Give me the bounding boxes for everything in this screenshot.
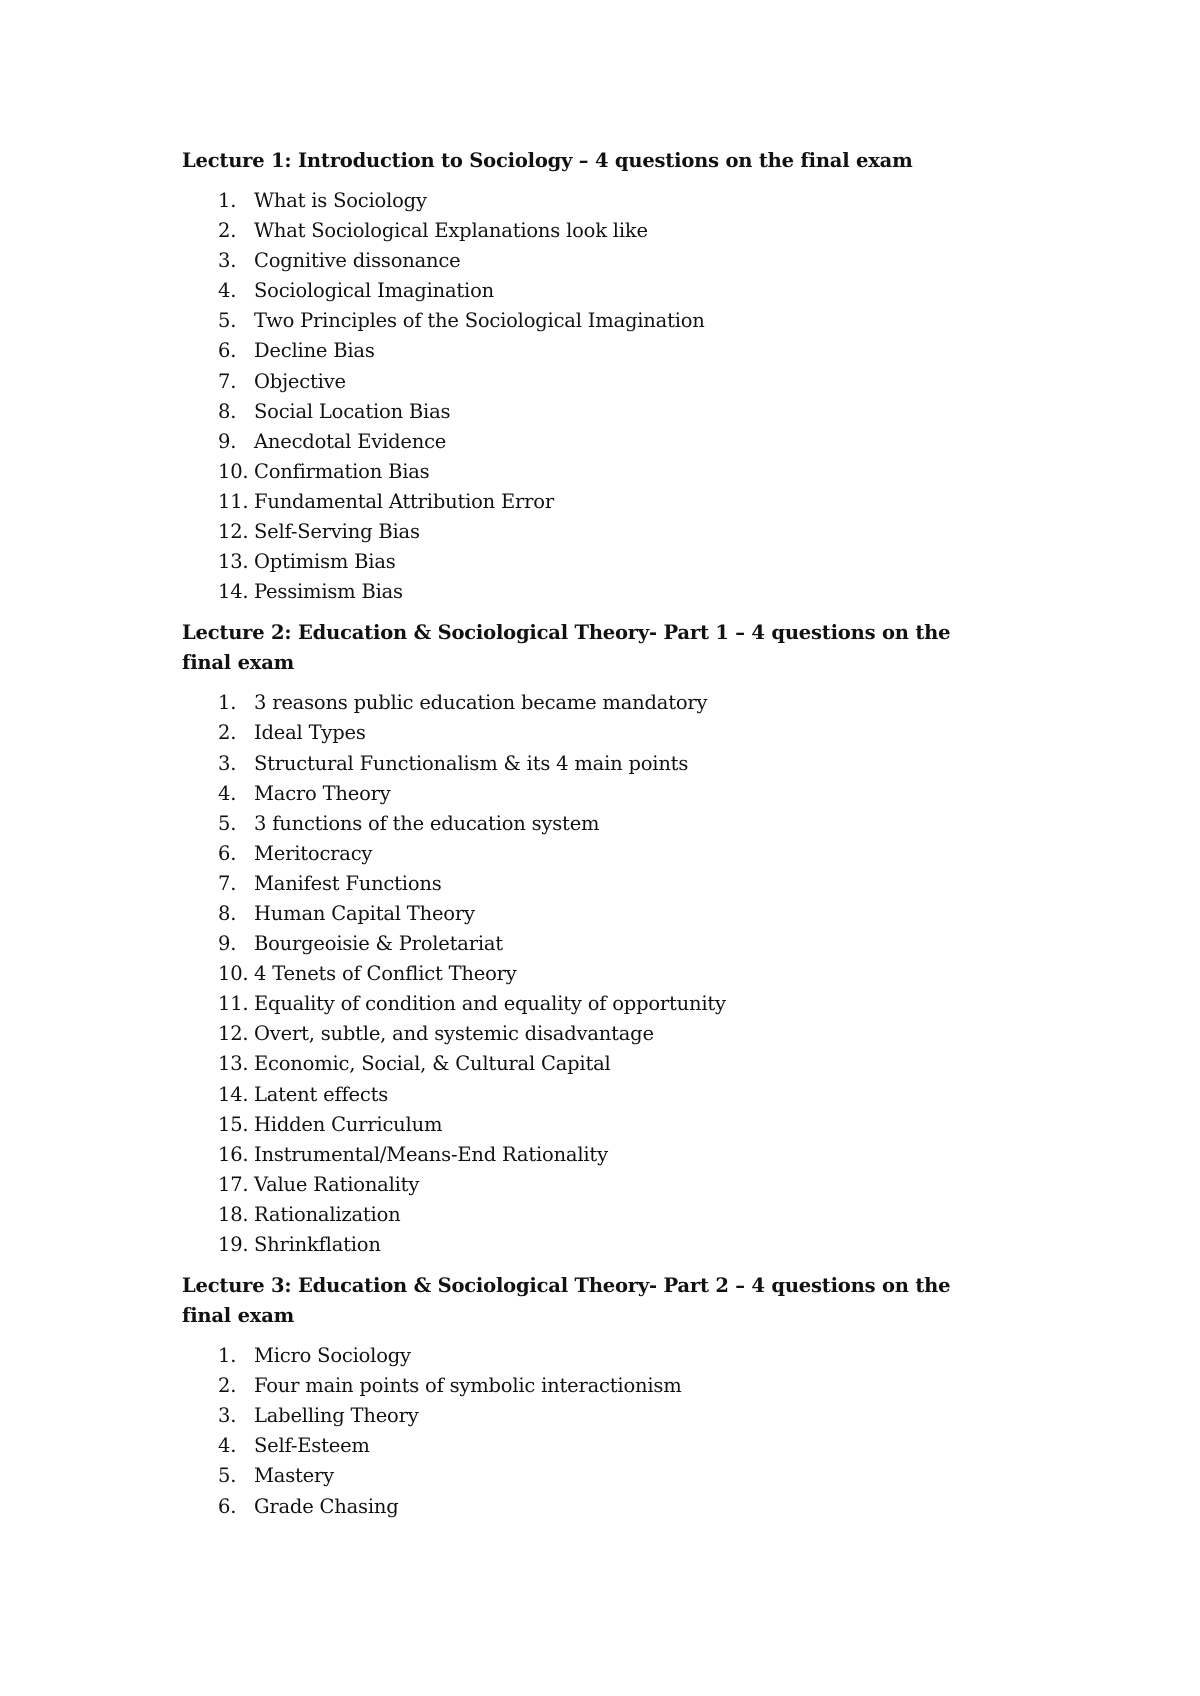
list-item <box>182 779 1002 809</box>
list-item <box>182 306 1002 336</box>
list-item-text: Rationalization <box>254 1202 401 1226</box>
list-item-text: What is Sociology <box>254 189 427 212</box>
list-item <box>182 1492 1002 1522</box>
list-item-text: Bourgeoisie & Proletariat <box>254 932 503 956</box>
list-item <box>182 367 1002 397</box>
list-item <box>182 427 1002 457</box>
section-heading: Lecture 2: Education & Sociological Theory- Part 1 – 4 questions on the final exam <box>182 621 951 675</box>
list-item-text: Sociological Imagination <box>254 279 494 303</box>
list-item-number: 12. <box>218 1022 249 1046</box>
list-item <box>182 929 1002 959</box>
list-item-number: 13. <box>218 1052 249 1076</box>
list-item-text: 3 functions of the education system <box>254 811 600 835</box>
list-item <box>182 216 1002 246</box>
topic-list <box>182 1341 1002 1522</box>
list-item-number: 8. <box>218 399 237 423</box>
list-item-text: 4 Tenets of Conflict Theory <box>254 962 517 986</box>
list-item-number: 12. <box>218 520 249 544</box>
list-item-number: 5. <box>218 1464 237 1488</box>
list-item-text: Overt, subtle, and systemic disadvantage <box>254 1022 654 1046</box>
list-item-number: 8. <box>218 901 237 925</box>
list-item-text: Instrumental/Means-End Rationality <box>254 1142 608 1166</box>
list-item-text: 3 reasons public education became mandatory <box>254 691 708 715</box>
list-item-number: 14. <box>218 1082 249 1106</box>
list-item-number: 17. <box>218 1172 249 1196</box>
list-item <box>182 1371 1002 1401</box>
list-item-number: 11. <box>218 992 249 1016</box>
list-item-number: 4. <box>218 781 237 805</box>
list-item-number: 14. <box>218 580 249 604</box>
list-item <box>182 899 1002 929</box>
list-item <box>182 1110 1002 1140</box>
list-item-number: 2. <box>218 1374 237 1398</box>
list-item <box>182 487 1002 517</box>
list-item-number: 9. <box>218 429 237 453</box>
list-item-text: Decline Bias <box>254 339 375 363</box>
list-item <box>182 718 1002 748</box>
list-item-text: Meritocracy <box>254 841 373 865</box>
list-item-text: Human Capital Theory <box>254 901 475 925</box>
list-item <box>182 1080 1002 1110</box>
list-item-text: Optimism Bias <box>254 550 396 574</box>
list-item-number: 4. <box>218 279 237 303</box>
lecture-section <box>182 618 1002 1260</box>
list-item <box>182 457 1002 487</box>
section-heading: Lecture 1: Introduction to Sociology – 4 questions on the final exam <box>182 149 913 172</box>
list-item-text: Ideal Types <box>254 721 366 745</box>
list-item-text: Hidden Curriculum <box>254 1112 443 1136</box>
list-item <box>182 1200 1002 1230</box>
list-item <box>182 809 1002 839</box>
list-item <box>182 246 1002 276</box>
list-item <box>182 1461 1002 1491</box>
list-item-text: Objective <box>254 369 346 393</box>
list-item-number: 1. <box>218 691 237 715</box>
list-item-number: 7. <box>218 369 237 393</box>
list-item <box>182 1431 1002 1461</box>
list-item-text: Economic, Social, & Cultural Capital <box>254 1052 611 1076</box>
list-item <box>182 1019 1002 1049</box>
topic-list <box>182 688 1002 1260</box>
list-item-number: 4. <box>218 1434 237 1458</box>
list-item-text: Pessimism Bias <box>254 580 403 604</box>
list-item-text: Two Principles of the Sociological Imagination <box>254 309 705 333</box>
list-item-number: 2. <box>218 721 237 745</box>
list-item-text: Equality of condition and equality of opportunity <box>254 992 726 1016</box>
list-item-number: 16. <box>218 1142 249 1166</box>
list-item-text: Latent effects <box>254 1082 389 1106</box>
list-item-text: Manifest Functions <box>254 871 442 895</box>
list-item-text: Self-Esteem <box>254 1434 370 1458</box>
list-item-text: Anecdotal Evidence <box>254 429 447 453</box>
lecture-section <box>182 1271 1002 1522</box>
lecture-section <box>182 146 1002 607</box>
list-item <box>182 1140 1002 1170</box>
list-item-number: 1. <box>218 1344 237 1368</box>
list-item <box>182 547 1002 577</box>
list-item-number: 6. <box>218 841 237 865</box>
list-item <box>182 276 1002 306</box>
list-item-number: 3. <box>218 751 237 775</box>
list-item-text: Mastery <box>254 1464 334 1488</box>
list-item-text: Social Location Bias <box>254 399 451 423</box>
list-item-number: 2. <box>218 219 237 243</box>
list-item-number: 3. <box>218 1404 237 1428</box>
section-heading: Lecture 3: Education & Sociological Theory- Part 2 – 4 questions on the final exam <box>182 1274 951 1328</box>
list-item-number: 13. <box>218 550 249 574</box>
list-item-number: 15. <box>218 1112 249 1136</box>
list-item-text: Four main points of symbolic interactionism <box>254 1374 682 1398</box>
list-item <box>182 517 1002 547</box>
list-item <box>182 1170 1002 1200</box>
list-item-number: 10. <box>218 459 249 483</box>
list-item <box>182 688 1002 718</box>
list-item <box>182 336 1002 366</box>
list-item-text: Micro Sociology <box>254 1344 411 1368</box>
list-item-text: Structural Functionalism & its 4 main points <box>254 751 689 775</box>
list-item <box>182 186 1002 216</box>
list-item-text: Value Rationality <box>254 1172 420 1196</box>
list-item-text: Labelling Theory <box>254 1404 419 1428</box>
list-item-number: 11. <box>218 489 249 513</box>
list-item-number: 6. <box>218 339 237 363</box>
list-item-text: Self-Serving Bias <box>254 520 420 544</box>
list-item-text: Macro Theory <box>254 781 391 805</box>
list-item <box>182 839 1002 869</box>
list-item <box>182 577 1002 607</box>
list-item-number: 18. <box>218 1202 249 1226</box>
list-item-text: Grade Chasing <box>254 1494 399 1518</box>
list-item-number: 10. <box>218 962 249 986</box>
list-item-number: 6. <box>218 1494 237 1518</box>
list-item <box>182 1049 1002 1079</box>
list-item-number: 7. <box>218 871 237 895</box>
list-item-text: What Sociological Explanations look like <box>254 219 648 243</box>
list-item <box>182 1401 1002 1431</box>
list-item <box>182 959 1002 989</box>
list-item-text: Confirmation Bias <box>254 459 430 483</box>
list-item-number: 1. <box>218 189 237 212</box>
list-item <box>182 1341 1002 1371</box>
list-item-number: 5. <box>218 309 237 333</box>
list-item-text: Fundamental Attribution Error <box>254 489 554 513</box>
list-item-number: 3. <box>218 249 237 273</box>
list-item <box>182 989 1002 1019</box>
list-item <box>182 1230 1002 1260</box>
list-item-text: Shrinkflation <box>254 1233 381 1256</box>
topic-list <box>182 186 1002 607</box>
list-item <box>182 397 1002 427</box>
list-item-number: 9. <box>218 932 237 956</box>
list-item-number: 5. <box>218 811 237 835</box>
list-item-number: 19. <box>218 1233 249 1256</box>
list-item-text: Cognitive dissonance <box>254 249 461 273</box>
list-item <box>182 749 1002 779</box>
document-content <box>182 146 1002 1533</box>
list-item <box>182 869 1002 899</box>
